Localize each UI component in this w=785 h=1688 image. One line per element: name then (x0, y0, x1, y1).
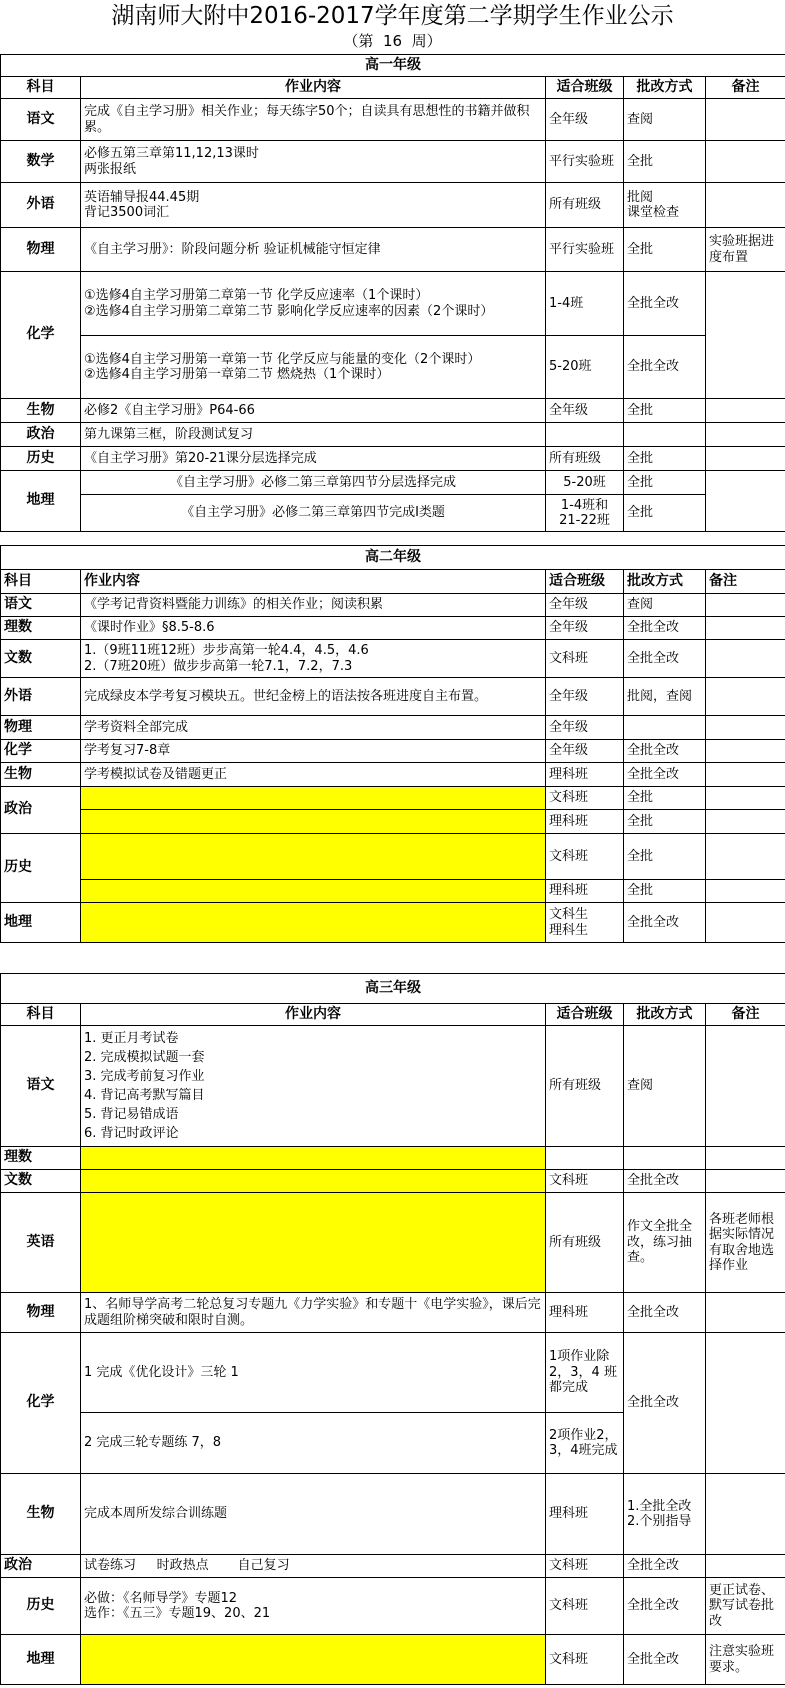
class-cell: 1-4班 (546, 272, 624, 336)
grade2-table (0, 545, 785, 943)
table-row (1, 903, 785, 943)
content-cell: ①选修4自主学习册第二章第一节 化学反应速率（1个课时） ②选修4自主学习册第二章第二节 影响化学反应速率的因素（2个课时） (81, 272, 546, 336)
header-class: 适合班级 (546, 77, 624, 99)
subject-cell: 文数 (1, 640, 81, 678)
note-cell: 注意实验班要求。 (706, 1635, 785, 1685)
table-row (1, 716, 785, 740)
class-cell: 理科班 (546, 1474, 624, 1555)
content-cell-blank (81, 810, 546, 834)
class-cell: 文科生 理科生 (546, 903, 624, 943)
class-cell: 文科班 (546, 787, 624, 810)
method-cell: 全批 (624, 834, 706, 880)
note-cell (706, 810, 785, 834)
table-row (1, 594, 785, 617)
subject-cell: 历史 (1, 1578, 81, 1635)
note-cell (706, 678, 785, 716)
content-cell: 《自主学习册》必修二第三章第四节分层选择完成 (81, 471, 546, 495)
table-row (1, 834, 785, 880)
class-cell: 1-4班和 21-22班 (546, 495, 624, 532)
table-row (1, 1333, 785, 1413)
method-cell: 全批 (624, 471, 706, 495)
subject-cell: 化学 (1, 272, 81, 399)
note-cell (706, 1293, 785, 1333)
method-cell: 全批 (624, 447, 706, 471)
header-note: 备注 (706, 77, 785, 99)
page-title: 湖南师大附中2016-2017学年度第二学期学生作业公示 (111, 3, 674, 29)
subject-cell: 语文 (1, 594, 81, 617)
method-cell: 批阅 课堂检查 (624, 183, 706, 228)
table-row (1, 810, 785, 834)
subject-cell: 地理 (1, 471, 81, 532)
table-row (1, 471, 785, 495)
note-cell: 实验班据进度布置 (706, 228, 785, 272)
method-cell: 全批全改 (624, 1170, 706, 1193)
note-cell (706, 1170, 785, 1193)
method-cell: 全批全改 (624, 1578, 706, 1635)
content-cell: 1. 更正月考试卷 2. 完成模拟试题一套 3. 完成考前复习作业 4. 背记高考默写篇目 5. 背记易错成语 6. 背记时政评论 (81, 1026, 546, 1147)
table-row (1, 447, 785, 471)
header-content: 作业内容 (81, 1004, 546, 1026)
note-cell (706, 640, 785, 678)
header-note: 备注 (706, 570, 785, 594)
class-cell: 5-20班 (546, 336, 624, 399)
content-cell: 完成《自主学习册》相关作业；每天练字50个；自读具有思想性的书籍并做积累。 (81, 99, 546, 141)
table-row (1, 272, 785, 336)
class-cell (546, 1147, 624, 1170)
method-cell: 全批全改 (624, 740, 706, 763)
subject-cell: 生物 (1, 763, 81, 787)
subject-cell: 理数 (1, 1147, 81, 1170)
class-cell: 文科班 (546, 640, 624, 678)
grade2-title: 高二年级 (1, 546, 785, 570)
week-label: （第 16 周） (343, 32, 442, 50)
class-cell: 平行实验班 (546, 141, 624, 183)
subject-cell: 生物 (1, 1474, 81, 1555)
header-note: 备注 (706, 1004, 785, 1026)
header-method: 批改方式 (624, 1004, 706, 1026)
method-cell: 查阅 (624, 594, 706, 617)
method-cell (624, 716, 706, 740)
method-cell: 全批全改 (624, 1293, 706, 1333)
method-cell: 全批 (624, 399, 706, 423)
header-class: 适合班级 (546, 570, 624, 594)
note-cell (706, 1555, 785, 1578)
note-cell (706, 763, 785, 787)
content-cell: 必修2《自主学习册》P64-66 (81, 399, 546, 423)
subject-cell: 历史 (1, 447, 81, 471)
content-cell: ①选修4自主学习册第一章第一节 化学反应与能量的变化（2个课时） ②选修4自主学习册第一章第二节 燃烧热（1个课时） (81, 336, 546, 399)
subject-cell: 历史 (1, 834, 81, 903)
content-cell: 试卷练习 时政热点 自己复习 (81, 1555, 546, 1578)
class-cell: 所有班级 (546, 183, 624, 228)
method-cell: 全批全改 (624, 763, 706, 787)
subject-cell: 外语 (1, 183, 81, 228)
note-cell (706, 447, 785, 471)
table-row (1, 99, 785, 141)
subject-cell: 政治 (1, 423, 81, 447)
class-cell: 1项作业除2，3，4 班都完成 (546, 1333, 624, 1413)
method-cell: 全批全改 (624, 617, 706, 640)
class-cell: 5-20班 (546, 471, 624, 495)
class-cell: 所有班级 (546, 1193, 624, 1293)
note-cell (706, 1026, 785, 1147)
content-cell: 1、名师导学高考二轮总复习专题九《力学实验》和专题十《电学实验》，课后完成题组阶梯突破和限时自测。 (81, 1293, 546, 1333)
content-cell: 《课时作业》§8.5-8.6 (81, 617, 546, 640)
header-method: 批改方式 (624, 77, 706, 99)
method-cell: 查阅 (624, 99, 706, 141)
method-cell: 全批全改 (624, 640, 706, 678)
class-cell: 理科班 (546, 763, 624, 787)
class-cell: 文科班 (546, 834, 624, 880)
content-cell-blank (81, 834, 546, 880)
note-cell (706, 272, 785, 399)
method-cell: 查阅 (624, 1026, 706, 1147)
class-cell: 全年级 (546, 716, 624, 740)
table-row (1, 640, 785, 678)
content-cell: 学考资料全部完成 (81, 716, 546, 740)
note-cell (706, 834, 785, 880)
note-cell (706, 399, 785, 423)
note-cell (706, 594, 785, 617)
content-cell: 必做：《名师导学》专题12 选作：《五三》专题19、20、21 (81, 1578, 546, 1635)
header-content: 作业内容 (81, 570, 546, 594)
note-cell: 更正试卷、默写试卷批改 (706, 1578, 785, 1635)
content-cell: 完成绿皮本学考复习模块五。世纪金榜上的语法按各班进度自主布置。 (81, 678, 546, 716)
note-cell (706, 740, 785, 763)
content-cell: 第九课第三框，阶段测试复习 (81, 423, 546, 447)
note-cell (706, 787, 785, 810)
class-cell: 全年级 (546, 399, 624, 423)
content-cell-blank (81, 787, 546, 810)
subject-cell: 文数 (1, 1170, 81, 1193)
class-cell: 理科班 (546, 880, 624, 903)
grade3-title: 高三年级 (1, 974, 785, 1004)
header-method: 批改方式 (624, 570, 706, 594)
grade1-table (0, 54, 785, 532)
note-cell (706, 99, 785, 141)
class-cell (546, 423, 624, 447)
method-cell: 全批全改 (624, 1333, 706, 1474)
method-cell: 1.全批全改 2.个别指导 (624, 1474, 706, 1555)
subject-cell: 政治 (1, 1555, 81, 1578)
subject-cell: 生物 (1, 399, 81, 423)
subject-cell: 化学 (1, 740, 81, 763)
table-row (1, 1026, 785, 1147)
class-cell: 文科班 (546, 1635, 624, 1685)
content-cell: 学考复习7-8章 (81, 740, 546, 763)
subject-cell: 外语 (1, 678, 81, 716)
note-cell (706, 617, 785, 640)
note-cell (706, 716, 785, 740)
content-cell-blank (81, 1170, 546, 1193)
method-cell (624, 1147, 706, 1170)
table-row (1, 1170, 785, 1193)
method-cell: 批阅，查阅 (624, 678, 706, 716)
content-cell: 1.（9班11班12班）步步高第一轮4.4，4.5，4.6 2.（7班20班）做步步高第一轮7.1，7.2，7.3 (81, 640, 546, 678)
table-row (1, 1555, 785, 1578)
method-cell: 作文全批全改，练习抽查。 (624, 1193, 706, 1293)
class-cell: 理科班 (546, 1293, 624, 1333)
content-cell: 《自主学习册》必修二第三章第四节完成Ⅰ类题 (81, 495, 546, 532)
header-subject: 科目 (1, 570, 81, 594)
table-row (1, 1578, 785, 1635)
subject-cell: 政治 (1, 787, 81, 834)
class-cell: 所有班级 (546, 1026, 624, 1147)
note-cell (706, 903, 785, 943)
method-cell: 全批全改 (624, 1635, 706, 1685)
content-cell-blank (81, 880, 546, 903)
class-cell: 全年级 (546, 740, 624, 763)
subject-cell: 化学 (1, 1333, 81, 1474)
subject-cell: 物理 (1, 228, 81, 272)
subject-cell: 地理 (1, 1635, 81, 1685)
subject-cell: 英语 (1, 1193, 81, 1293)
subject-cell: 语文 (1, 1026, 81, 1147)
table-row (1, 336, 785, 399)
note-cell (706, 423, 785, 447)
class-cell: 全年级 (546, 99, 624, 141)
subject-cell: 理数 (1, 617, 81, 640)
grade1-title: 高一年级 (1, 55, 785, 77)
content-cell: 1 完成《优化设计》三轮 1 (81, 1333, 546, 1413)
method-cell: 全批全改 (624, 272, 706, 336)
class-cell: 平行实验班 (546, 228, 624, 272)
note-cell (706, 471, 785, 532)
class-cell: 所有班级 (546, 447, 624, 471)
table-row (1, 228, 785, 272)
content-cell: 完成本周所发综合训练题 (81, 1474, 546, 1555)
class-cell: 2项作业2，3，4班完成 (546, 1413, 624, 1474)
grade3-table (0, 973, 785, 1685)
note-cell (706, 1474, 785, 1555)
header-content: 作业内容 (81, 77, 546, 99)
subject-cell: 物理 (1, 1293, 81, 1333)
table-row (1, 495, 785, 532)
class-cell: 全年级 (546, 678, 624, 716)
table-row (1, 141, 785, 183)
content-cell-blank (81, 1193, 546, 1293)
method-cell: 全批 (624, 495, 706, 532)
note-cell: 各班老师根据实际情况有取舍地选择作业 (706, 1193, 785, 1293)
table-row (1, 399, 785, 423)
note-cell (706, 1147, 785, 1170)
class-cell: 全年级 (546, 617, 624, 640)
content-cell: 必修五第三章第11,12,13课时 两张报纸 (81, 141, 546, 183)
content-cell: 《自主学习册》：阶段问题分析 验证机械能守恒定律 (81, 228, 546, 272)
table-row (1, 1635, 785, 1685)
subject-cell: 数学 (1, 141, 81, 183)
class-cell: 文科班 (546, 1555, 624, 1578)
method-cell: 全批 (624, 141, 706, 183)
table-row (1, 787, 785, 810)
table-row (1, 183, 785, 228)
header-subject: 科目 (1, 77, 81, 99)
method-cell: 全批全改 (624, 336, 706, 399)
note-cell (706, 1333, 785, 1474)
content-cell: 学考模拟试卷及错题更正 (81, 763, 546, 787)
method-cell: 全批全改 (624, 903, 706, 943)
subject-cell: 地理 (1, 903, 81, 943)
content-cell: 《自主学习册》第20-21课分层选择完成 (81, 447, 546, 471)
method-cell: 全批 (624, 228, 706, 272)
subject-cell: 语文 (1, 99, 81, 141)
note-cell (706, 183, 785, 228)
method-cell: 全批全改 (624, 1555, 706, 1578)
method-cell: 全批 (624, 810, 706, 834)
table-row (1, 1193, 785, 1293)
method-cell: 全批 (624, 787, 706, 810)
table-row (1, 1474, 785, 1555)
content-cell: 2 完成三轮专题练 7，8 (81, 1413, 546, 1474)
header-class: 适合班级 (546, 1004, 624, 1026)
content-cell-blank (81, 1147, 546, 1170)
table-row (1, 1147, 785, 1170)
content-cell: 英语辅导报44.45期 背记3500词汇 (81, 183, 546, 228)
table-row (1, 617, 785, 640)
method-cell (624, 423, 706, 447)
table-row (1, 880, 785, 903)
table-row (1, 763, 785, 787)
header-subject: 科目 (1, 1004, 81, 1026)
content-cell-blank (81, 903, 546, 943)
table-row (1, 423, 785, 447)
class-cell: 理科班 (546, 810, 624, 834)
method-cell: 全批 (624, 880, 706, 903)
class-cell: 文科班 (546, 1170, 624, 1193)
class-cell: 全年级 (546, 594, 624, 617)
table-row (1, 1293, 785, 1333)
table-row (1, 678, 785, 716)
content-cell: 《学考记背资料暨能力训练》的相关作业；阅读积累 (81, 594, 546, 617)
subject-cell: 物理 (1, 716, 81, 740)
content-cell-blank (81, 1635, 546, 1685)
class-cell: 文科班 (546, 1578, 624, 1635)
table-row (1, 740, 785, 763)
note-cell (706, 880, 785, 903)
note-cell (706, 141, 785, 183)
